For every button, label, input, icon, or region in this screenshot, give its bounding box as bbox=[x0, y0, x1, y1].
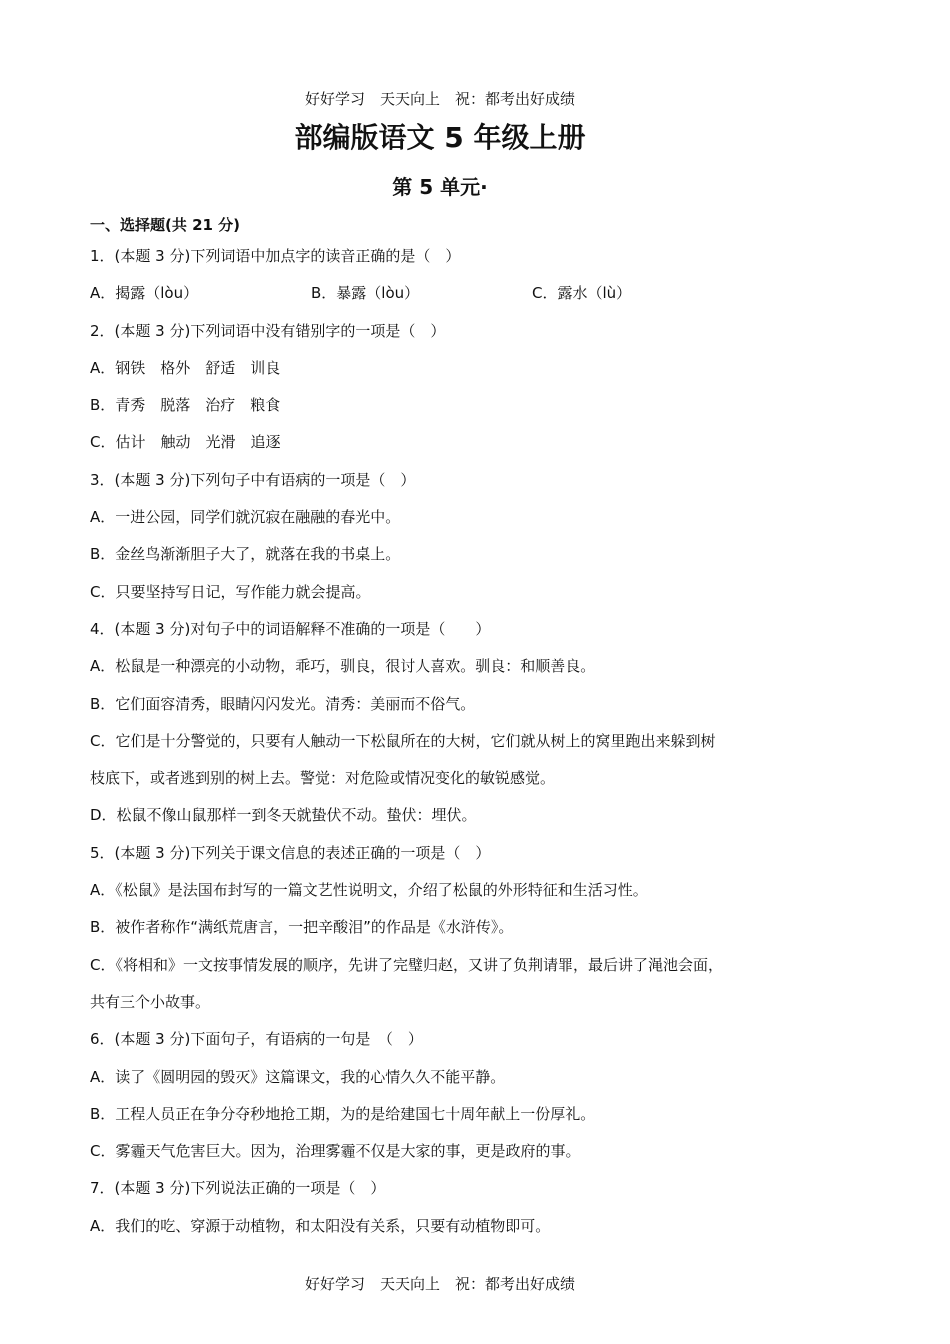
document-title: 部编版语文 5 年级上册 bbox=[294, 121, 586, 154]
question-7-option-a: A．我们的吃、穿源于动植物，和太阳没有关系，只要有动植物即可。 bbox=[90, 1216, 551, 1235]
question-5-option-a: A．《松鼠》是法国布封写的一篇文艺性说明文，介绍了松鼠的外形特征和生活习性。 bbox=[90, 881, 648, 900]
question-1-stem: 1．(本题 3 分)下列词语中加点字的读音正确的是（ ） bbox=[90, 247, 461, 265]
question-3-option-c: C．只要坚持写日记，写作能力就会提高。 bbox=[90, 582, 371, 601]
question-3-option-a: A．一进公园，同学们就沉寂在融融的春光中。 bbox=[90, 508, 401, 527]
section-heading: 一、选择题(共 21 分) bbox=[90, 216, 241, 234]
question-6-option-a: A．读了《圆明园的毁灭》这篇课文，我的心情久久不能平静。 bbox=[90, 1067, 506, 1086]
question-6-stem: 6．(本题 3 分)下面句子，有语病的一句是 （ ） bbox=[90, 1030, 423, 1049]
question-1-option-c: C．露水（lù） bbox=[532, 284, 632, 303]
question-2-stem: 2．(本题 3 分)下列词语中没有错别字的一项是（ ） bbox=[90, 321, 446, 340]
question-7-stem: 7．(本题 3 分)下列说法正确的一项是（ ） bbox=[90, 1179, 386, 1198]
question-4-stem: 4．(本题 3 分)对句子中的词语解释不准确的一项是（ ） bbox=[90, 619, 491, 638]
question-4-option-a: A．松鼠是一种漂亮的小动物，乖巧，驯良，很讨人喜欢。驯良：和顺善良。 bbox=[90, 657, 596, 676]
question-5-option-c: C．《将相和》一文按事情发展的顺序，先讲了完璧归赵，又讲了负荆请罪，最后讲了渑池会面， bbox=[90, 955, 723, 974]
question-2-option-a: A．钢铁 格外 舒适 训良 bbox=[90, 358, 281, 377]
question-5-option-c-continued: 共有三个小故事。 bbox=[90, 992, 211, 1011]
question-4-option-d: D．松鼠不像山鼠那样一到冬天就蛰伏不动。蛰伏：埋伏。 bbox=[90, 806, 477, 825]
question-1-option-a: A．揭露（lòu） bbox=[90, 284, 199, 303]
question-4-option-c: C．它们是十分警觉的，只要有人触动一下松鼠所在的大树，它们就从树上的窝里跑出来躲到树 bbox=[90, 731, 716, 750]
exam-content bbox=[90, 213, 820, 1245]
question-1-options bbox=[90, 275, 820, 312]
unit-subtitle: 第 5 单元· bbox=[392, 175, 488, 199]
question-1-option-b: B．暴露（lòu） bbox=[311, 284, 420, 303]
question-5-stem: 5．(本题 3 分)下列关于课文信息的表述正确的一项是（ ） bbox=[90, 843, 491, 862]
question-4-option-b: B．它们面容清秀，眼睛闪闪发光。清秀：美丽而不俗气。 bbox=[90, 694, 476, 713]
question-6-option-b: B．工程人员正在争分夺秒地抢工期，为的是给建国七十周年献上一份厚礼。 bbox=[90, 1104, 596, 1123]
question-2-option-c: C．估计 触动 光滑 追逐 bbox=[90, 433, 281, 452]
question-2-option-b: B．青秀 脱落 治疗 粮食 bbox=[90, 396, 281, 415]
question-5-option-b: B．被作者称作“满纸荒唐言，一把辛酸泪”的作品是《水浒传》。 bbox=[90, 918, 514, 937]
question-3-option-b: B．金丝鸟渐渐胆子大了，就落在我的书桌上。 bbox=[90, 545, 401, 564]
question-4-option-c-continued: 枝底下，或者逃到别的树上去。警觉：对危险或情况变化的敏锐感觉。 bbox=[90, 769, 556, 788]
question-6-option-c: C．雾霾天气危害巨大。因为，治理雾霾不仅是大家的事，更是政府的事。 bbox=[90, 1142, 581, 1161]
footer-motto: 好好学习 天天向上 祝：都考出好成绩 bbox=[304, 1275, 575, 1293]
question-3-stem: 3．(本题 3 分)下列句子中有语病的一项是（ ） bbox=[90, 470, 416, 489]
header-motto: 好好学习 天天向上 祝：都考出好成绩 bbox=[304, 90, 575, 108]
